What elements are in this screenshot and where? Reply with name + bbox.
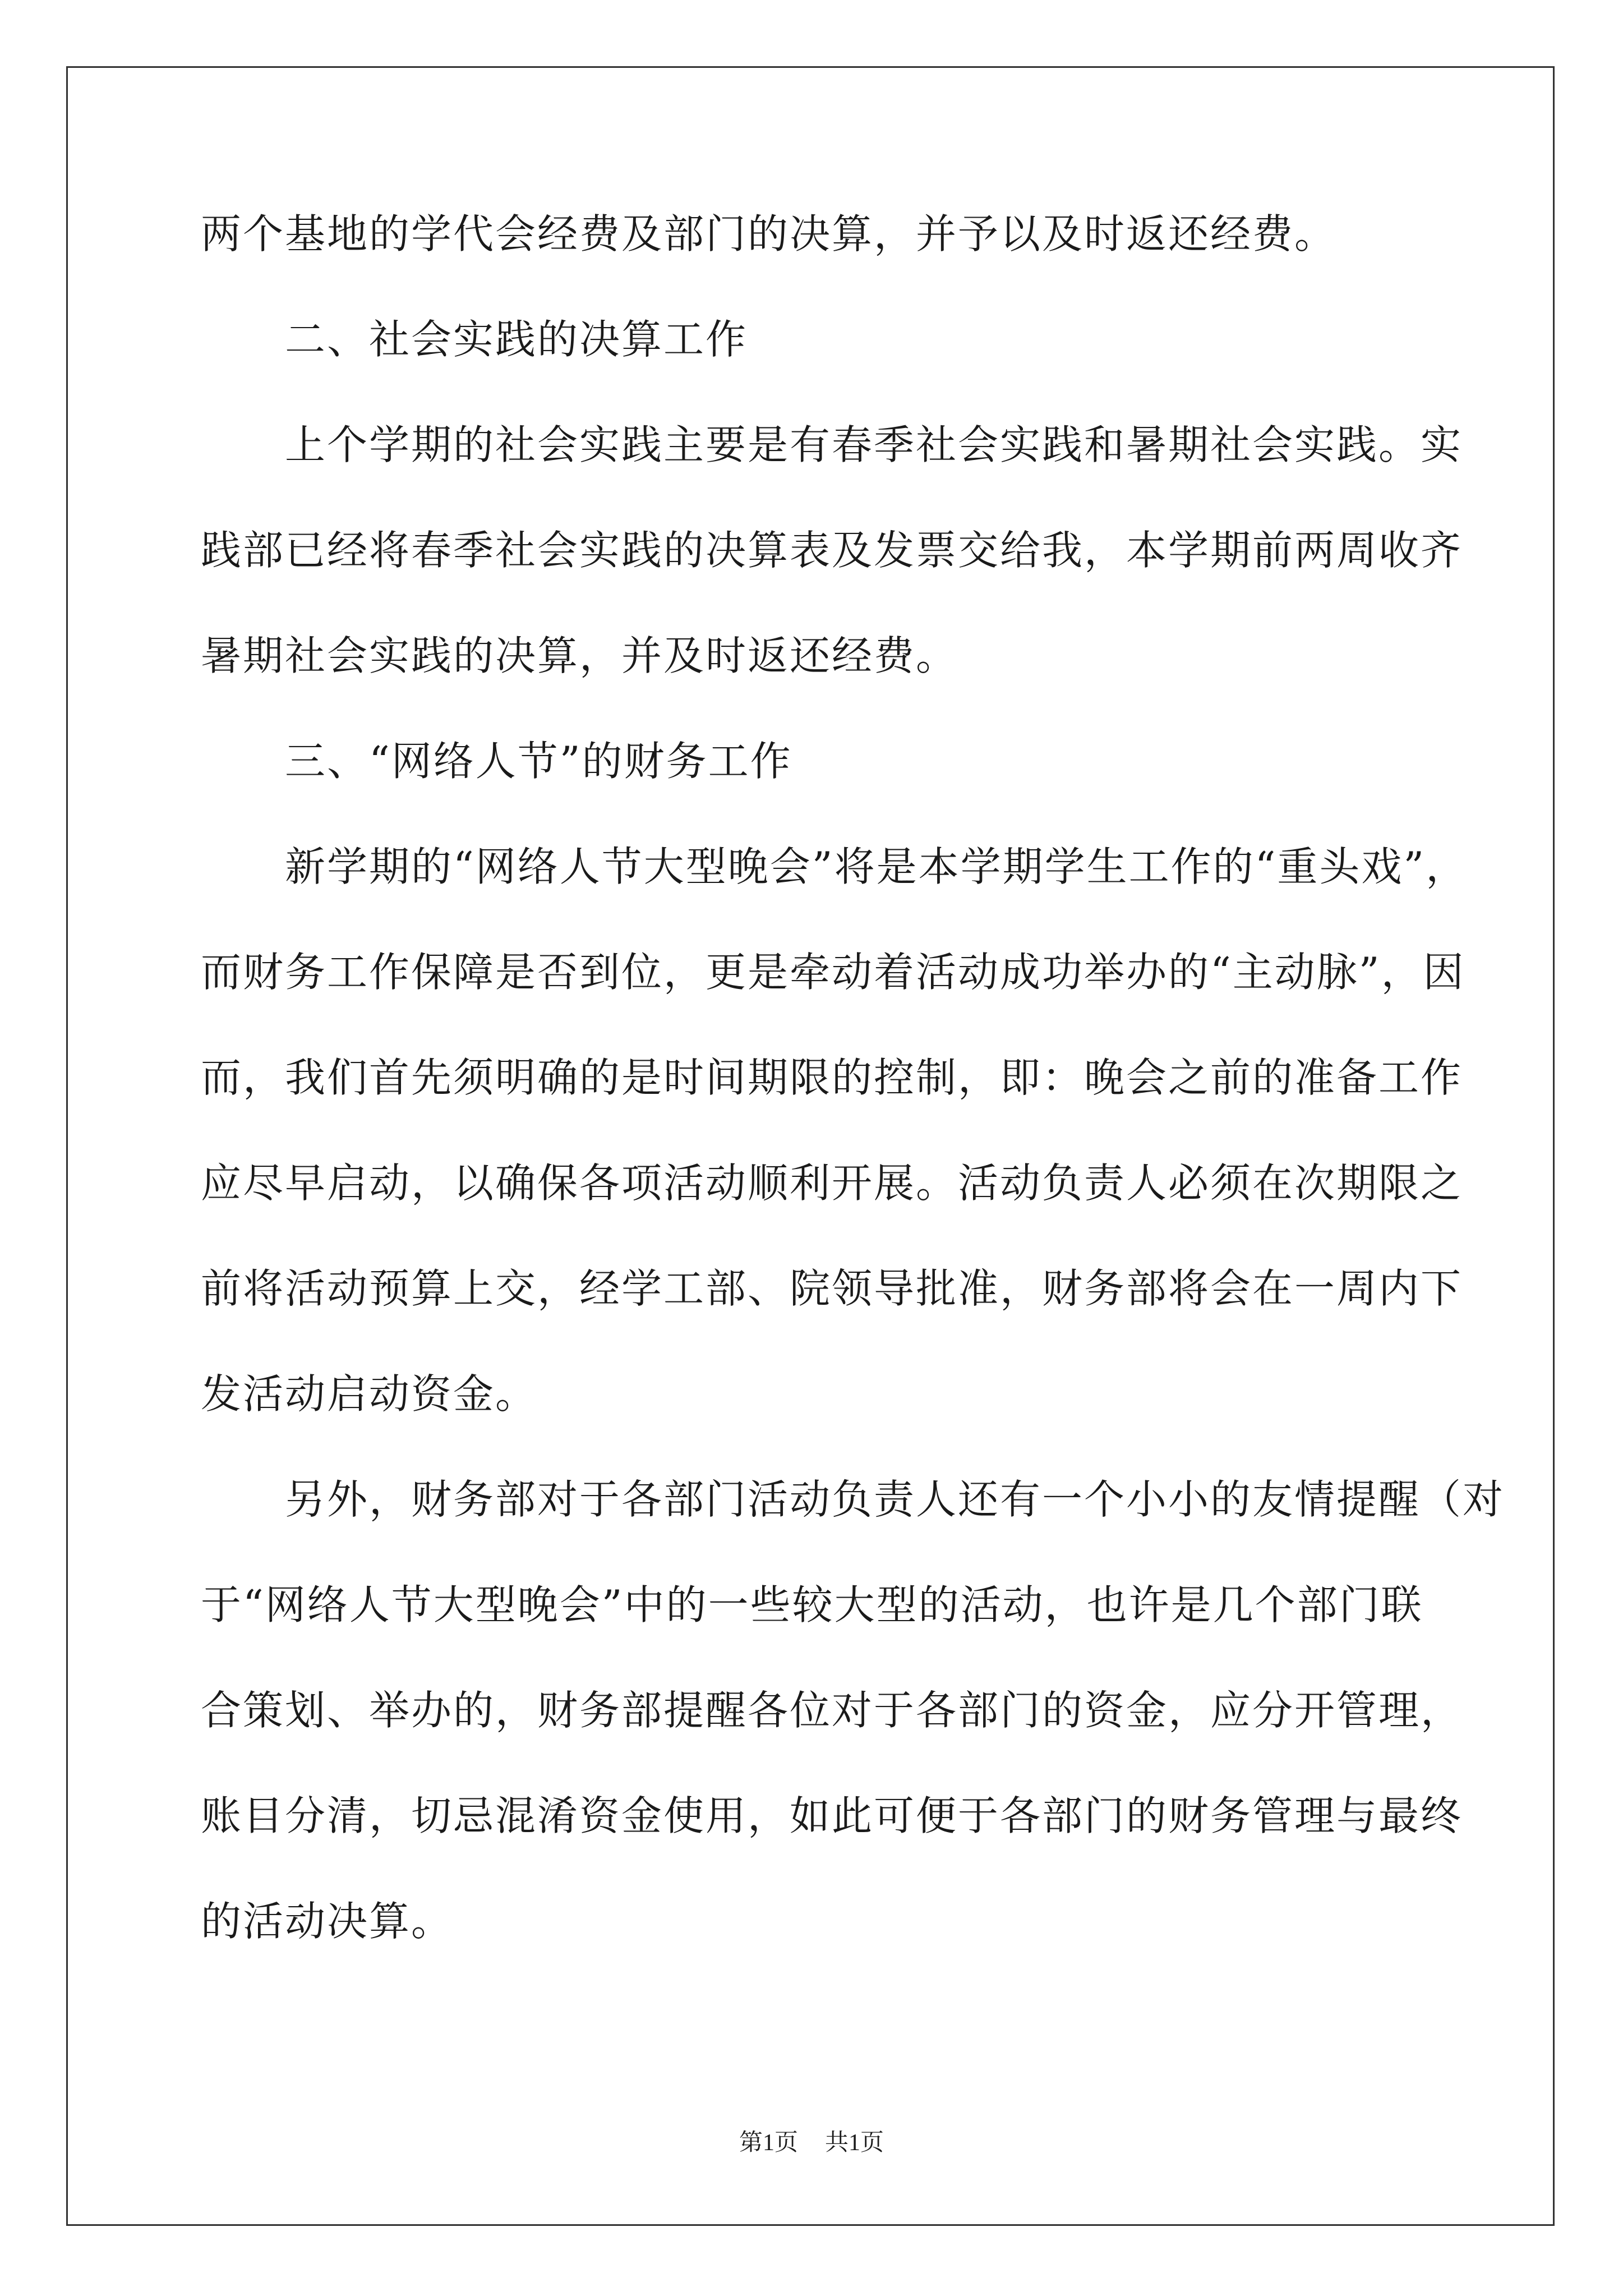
body-line: 应尽早启动，以确保各项活动顺利开展。活动负责人必须在次期限之 bbox=[201, 1159, 1463, 1207]
body-line: 另外，财务部对于各部门活动负责人还有一个小小的友情提醒（对 bbox=[285, 1476, 1505, 1523]
body-line: 于“网络人节大型晚会”中的一些较大型的活动，也许是几个部门联 bbox=[201, 1581, 1423, 1628]
body-line: 新学期的“网络人节大型晚会”将是本学期学生工作的“重头戏”， bbox=[285, 843, 1468, 890]
section-heading: 三、“网络人节”的财务工作 bbox=[285, 738, 792, 785]
page-number: 第1页 bbox=[739, 2130, 798, 2156]
body-line: 发活动启动资金。 bbox=[201, 1370, 538, 1418]
page-footer bbox=[0, 2126, 1623, 2160]
body-line: 前将活动预算上交，经学工部、院领导批准，财务部将会在一周内下 bbox=[201, 1265, 1463, 1312]
section-heading: 二、社会实践的决算工作 bbox=[285, 316, 748, 363]
body-line: 而，我们首先须明确的是时间期限的控制，即：晚会之前的准备工作 bbox=[201, 1054, 1463, 1101]
body-line: 暑期社会实践的决算，并及时返还经费。 bbox=[201, 632, 958, 679]
body-line: 两个基地的学代会经费及部门的决算，并予以及时返还经费。 bbox=[201, 210, 1337, 257]
body-line: 账目分清，切忌混淆资金使用，如此可便于各部门的财务管理与最终 bbox=[201, 1792, 1463, 1839]
page-total: 共1页 bbox=[825, 2130, 884, 2156]
body-line: 的活动决算。 bbox=[201, 1898, 454, 1945]
body-line: 而财务工作保障是否到位，更是牵动着活动成功举办的“主动脉”，因 bbox=[201, 949, 1465, 996]
body-line: 合策划、举办的，财务部提醒各位对于各部门的资金，应分开管理， bbox=[201, 1687, 1463, 1734]
body-line: 上个学期的社会实践主要是有春季社会实践和暑期社会实践。实 bbox=[285, 421, 1463, 468]
body-line: 践部已经将春季社会实践的决算表及发票交给我，本学期前两周收齐 bbox=[201, 527, 1463, 574]
